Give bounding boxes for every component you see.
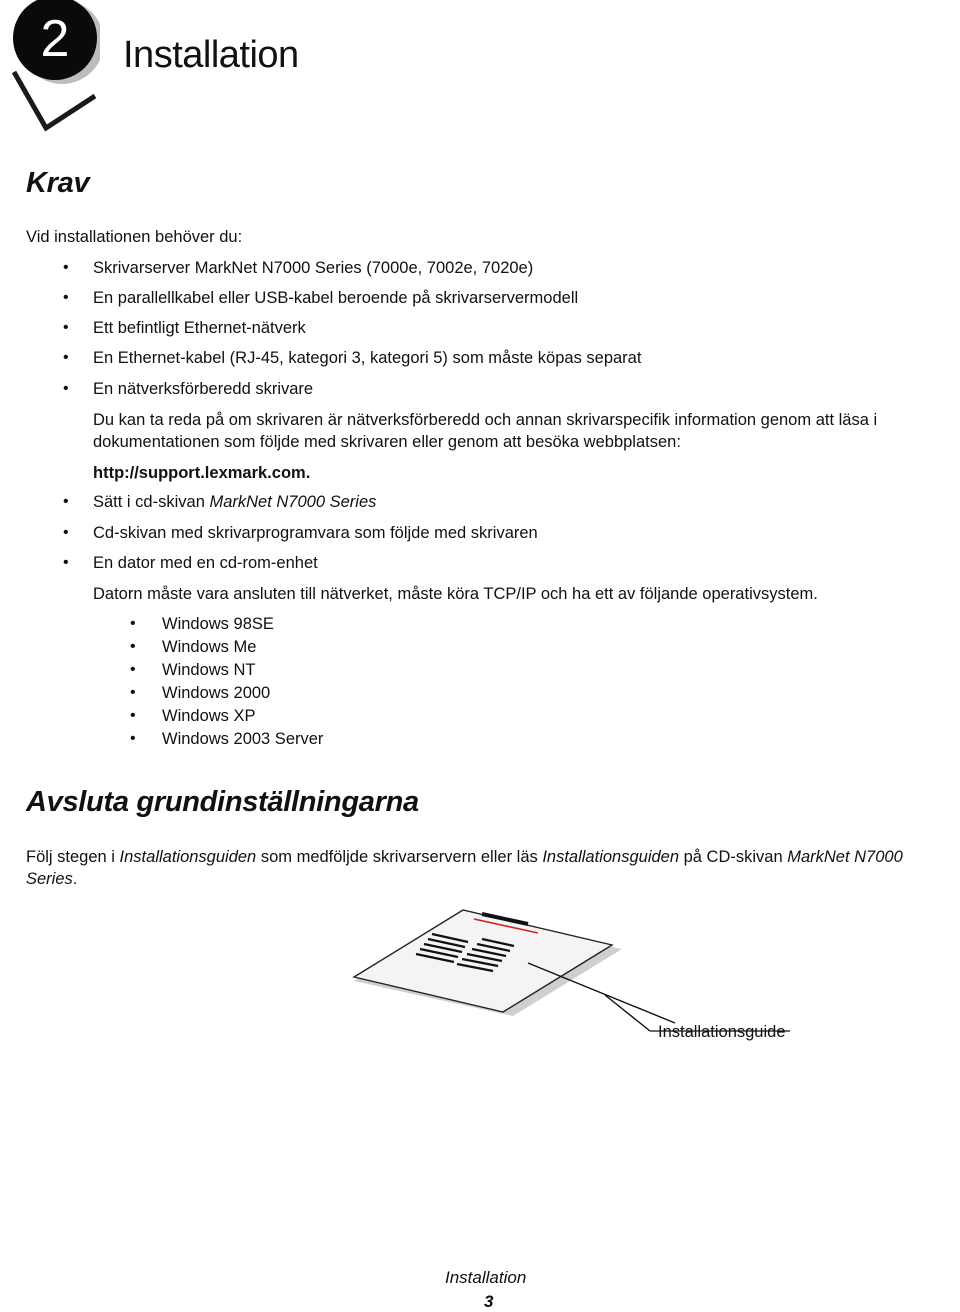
section-heading-avsluta: Avsluta grundinställningarna — [26, 786, 419, 818]
footer-title: Installation — [445, 1268, 527, 1287]
chapter-title: Installation — [123, 34, 299, 76]
list-item: • En Ethernet-kabel (RJ-45, kategori 3, kategori 5) som måste köpas separat — [93, 347, 641, 369]
chapter-badge — [0, 0, 100, 135]
list-item-cd — [93, 491, 376, 513]
list-item: • Cd-skivan med skrivarprogramvara som följde med skrivaren — [93, 522, 538, 544]
list-item: • En parallellkabel eller USB-kabel beroende på skrivarservermodell — [93, 287, 578, 309]
avsluta-text: som medföljde skrivarservern eller läs — [256, 848, 543, 866]
avsluta-text: . — [72, 870, 78, 888]
illustration-label: Installationsguide — [658, 1023, 786, 1041]
page-number: 3 — [484, 1292, 494, 1311]
guide-title: Installationsguiden — [119, 848, 257, 866]
krav-intro: Vid installationen behöver du: — [26, 228, 243, 246]
support-url-link[interactable]: http://support.lexmark.com. — [93, 464, 311, 482]
chapter-number: 2 — [40, 10, 70, 68]
os-list-item: • Windows XP — [162, 705, 256, 727]
section-heading-krav: Krav — [26, 167, 90, 199]
os-list-item: • Windows 2003 Server — [162, 728, 323, 750]
callout-leader-line — [605, 995, 650, 1031]
booklet-cover — [354, 910, 612, 1012]
avsluta-text: Följ stegen i — [26, 848, 120, 866]
printer-note-line2: dokumentationen som följde med skrivaren eller genom att besöka webbplatsen: — [93, 433, 681, 451]
list-item: • Skrivarserver MarkNet N7000 Series (7000e, 7002e, 7020e) — [93, 257, 533, 279]
avsluta-text: på CD-skivan — [679, 848, 788, 866]
guide-title: Installationsguiden — [542, 848, 680, 866]
list-item: • Ett befintligt Ethernet-nätverk — [93, 317, 306, 339]
list-item: • En nätverksförberedd skrivare — [93, 378, 313, 400]
cd-item-prefix: Sätt i cd-skivan — [93, 493, 210, 511]
cd-item-product: MarkNet N7000 Series — [209, 493, 377, 511]
os-list-item: • Windows NT — [162, 659, 256, 681]
computer-note: Datorn måste vara ansluten till nätverket, måste köra TCP/IP och ha ett av följande operativsystem. — [93, 585, 818, 603]
os-list-item: • Windows Me — [162, 636, 256, 658]
product-name: Series — [26, 870, 73, 888]
os-list-item: • Windows 2000 — [162, 682, 270, 704]
os-list-item: • Windows 98SE — [162, 613, 274, 635]
avsluta-paragraph-line2 — [26, 868, 77, 890]
printer-note-line1: Du kan ta reda på om skrivaren är nätverksförberedd och annan skrivarspecifik information genom att läsa i — [93, 411, 878, 429]
product-name: MarkNet N7000 — [787, 848, 903, 866]
list-item: • En dator med en cd-rom-enhet — [93, 552, 318, 574]
avsluta-paragraph-line1 — [26, 846, 903, 868]
